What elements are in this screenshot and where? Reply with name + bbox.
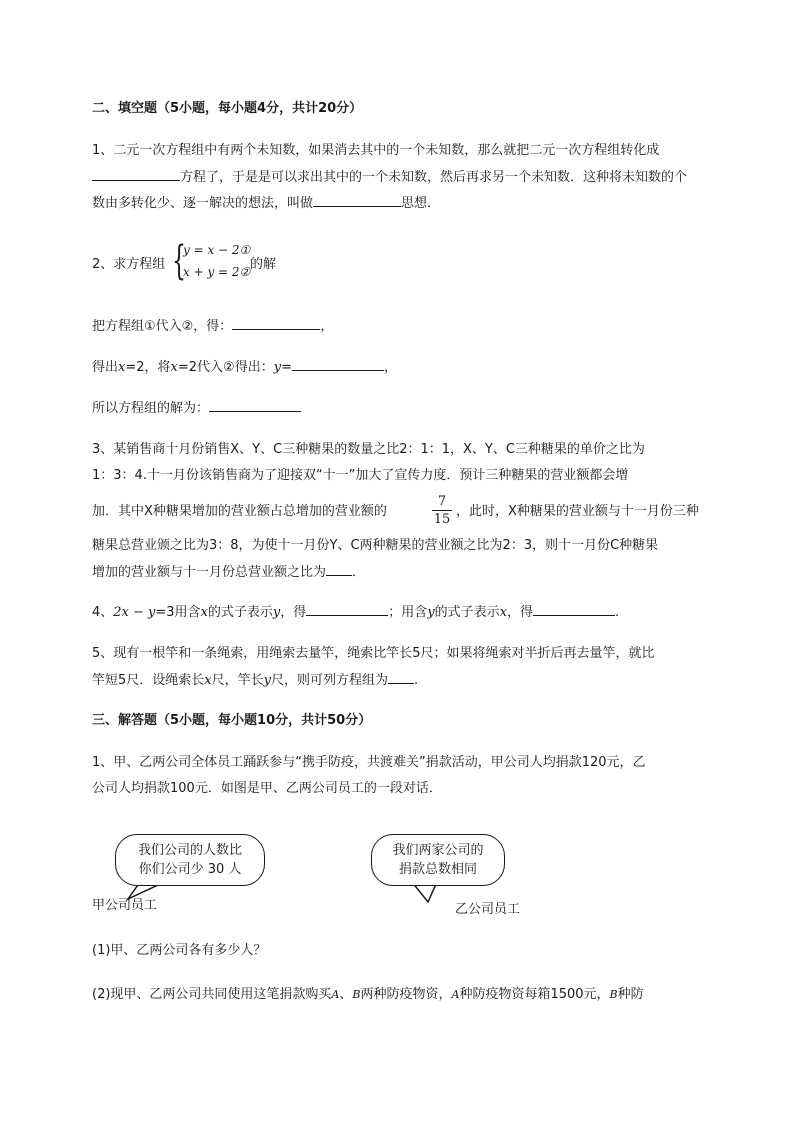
- q3-fraction-numerator: 7: [437, 494, 447, 509]
- q1-line-3-tail: 思想．: [401, 196, 441, 211]
- p1-sub-2-e: 种防: [617, 987, 644, 1002]
- q2-intro-tail: 的解: [250, 257, 277, 272]
- q4-b: =3用含: [155, 605, 201, 620]
- p1-sub-2-var-A: A: [331, 988, 340, 1001]
- q2-var-x-1: x: [118, 360, 126, 375]
- q5-line-2-d: .: [414, 673, 419, 688]
- label-company-b: 乙公司员工: [455, 902, 521, 917]
- q4-h: .: [615, 605, 620, 620]
- q4-a: 4、: [92, 605, 114, 620]
- q3-line-1: 3、某销售商十月份销售X、Y、C三种糖果的数量之比2：1：1，X、Y、C三种糖果的单价之比为: [92, 442, 645, 457]
- q5-line-2-c: 尺，则可列方程组为: [271, 673, 389, 688]
- p1-sub-2-b: 、: [339, 987, 353, 1002]
- q4-d: ，得: [280, 605, 307, 620]
- p1-sub-2-var-B-2: B: [609, 988, 618, 1001]
- q4-var-x-2: x: [499, 605, 508, 620]
- q2-step-2-d: =: [281, 360, 292, 375]
- q4-expression: 2x − y: [113, 605, 156, 620]
- q1-line-1: 1、二元一次方程组中有两个未知数，如果消去其中的一个未知数，那么就把二元一次方程组转化成: [92, 143, 660, 158]
- p1-sub-2-a: (2)现甲、乙两公司共同使用这笔捐款购买: [92, 987, 332, 1002]
- bubble-b: [371, 834, 505, 886]
- label-company-a: 甲公司员工: [92, 898, 158, 913]
- q4-c: 的式子表示: [207, 605, 273, 620]
- q4-var-y: y: [272, 605, 281, 620]
- q2-equation-2: x + y = 2②: [183, 265, 251, 279]
- q2-var-x-2: x: [170, 360, 178, 375]
- q1-line-3-head: 数由多转化少、逐一解决的想法，叫做: [92, 196, 314, 211]
- p1-sub-2-var-B: B: [352, 988, 361, 1001]
- q2-step-2-b: =2，将: [125, 360, 171, 375]
- bubble-a: [115, 834, 265, 886]
- q2-step-2-c: =2代入②得出：: [177, 360, 274, 375]
- q3-line-5-a: 增加的营业额与十一月份总营业额之比为: [92, 565, 327, 580]
- bubble-a-line-1: 我们公司的人数比: [137, 843, 242, 858]
- p1-sub-2-c: 两种防疫物资，: [360, 987, 452, 1002]
- q2-equation-1: y = x − 2①: [183, 243, 251, 257]
- q5-line-1: 5、现有一根竿和一条绳索，用绳索去量竿，绳索比竿长5尺；如果将绳索对半折后再去量竿，就比: [92, 646, 655, 661]
- p1-sub-2-var-A-2: A: [451, 988, 460, 1001]
- section-3-heading: 三、解答题（5小题，每小题10分，共计50分）: [92, 713, 372, 728]
- q5-var-y: y: [263, 673, 271, 688]
- q4-f: 的式子表示: [434, 605, 500, 620]
- bubble-b-line-1: 我们两家公司的: [392, 843, 484, 858]
- q5-line-2-a: 竿短5尺．设绳索长: [92, 673, 205, 688]
- q3-line-5-b: ．: [352, 565, 366, 580]
- p1-sub-2: [92, 986, 644, 1004]
- q4-var-x: x: [200, 605, 208, 620]
- q4-g: ，得: [507, 605, 534, 620]
- section-2-heading: 二、填空题（5小题，每小题4分，共计20分）: [92, 101, 363, 116]
- q3-line-4: 糖果总营业颁之比为3：8，为使十一月份Y、C两种糖果的营业额之比为2：3，则十一月份C种糖果: [92, 538, 659, 553]
- q2-step-2-end: ，: [383, 360, 397, 375]
- q2-step-1-end: ，: [320, 319, 334, 334]
- q4-e: ；用含: [388, 605, 428, 620]
- p1-sub-1: (1)甲、乙两公司各有多少人？: [92, 943, 267, 958]
- q2-var-y: y: [273, 360, 282, 375]
- q2-system-brace: {: [172, 238, 186, 284]
- bubble-a-line-2: 你们公司少 30 人: [138, 862, 242, 877]
- q2-step-1-text: 把方程组①代入②，得：: [92, 319, 233, 334]
- q5-line-2-b: 尺，竿长: [211, 673, 264, 688]
- bubble-b-line-2: 捐款总数相同: [398, 862, 477, 877]
- q2-step-3-text: 所以方程组的解为：: [92, 401, 210, 416]
- p1-line-1: 1、甲、乙两公司全体员工踊跃参与“携手防疫，共渡难关”捐款活动，甲公司人均捐款120元，乙: [92, 755, 646, 770]
- q3-line-3b: ，此时，X种糖果的营业额与十一月份三种: [456, 504, 699, 519]
- p1-sub-2-d: 种防疫物资每箱1500元，: [459, 987, 610, 1002]
- q5-var-x: x: [204, 673, 212, 688]
- q2-intro: 2、求方程组: [92, 257, 166, 272]
- q3-fraction-denominator: 15: [433, 512, 451, 527]
- q2-step-2-a: 得出: [92, 360, 119, 375]
- q4-var-y-2: y: [427, 605, 435, 620]
- q1-line-2-text: 方程了，于是是可以求出其中的一个未知数，然后再求另一个未知数．这种将未知数的个: [180, 170, 688, 185]
- p1-line-2: 公司人均捐款100元．如图是甲、乙两公司员工的一段对话．: [92, 781, 442, 796]
- q3-line-2: 1：3：4.十一月份该销售商为了迎接双“十一”加大了宣传力度．预计三种糖果的营业额都会增: [92, 468, 629, 483]
- q3-line-3a: 加．其中X种糖果增加的营业额占总增加的营业额的: [92, 504, 387, 519]
